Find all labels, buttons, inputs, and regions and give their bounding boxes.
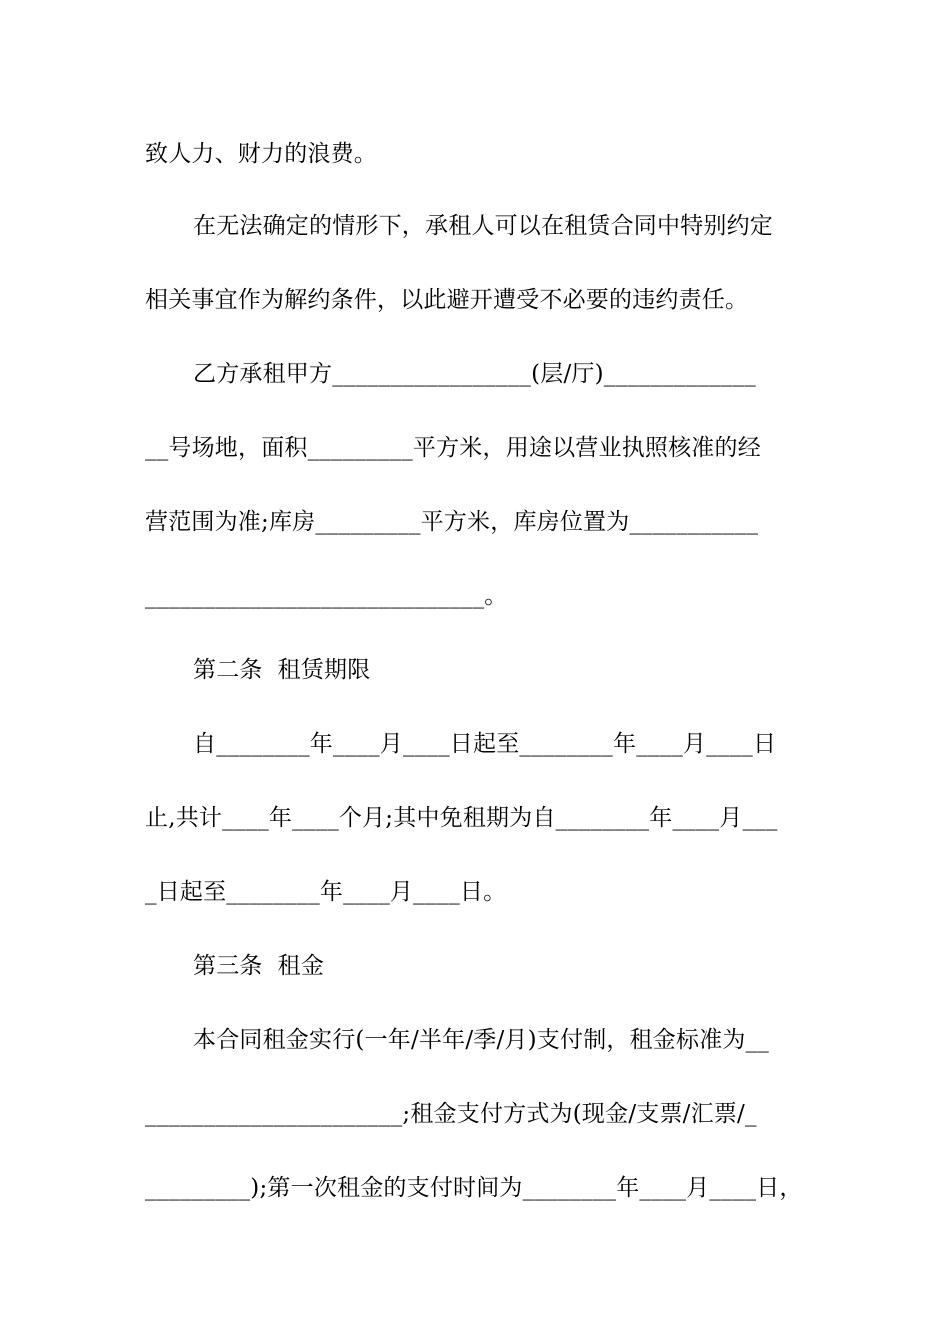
paragraph-line: 营范围为准;库房_________平方米，库房位置为___________ bbox=[145, 509, 759, 535]
paragraph-line: 自________年____月____日起至________年____月____日 bbox=[193, 731, 777, 757]
paragraph-line: __号场地，面积_________平方米，用途以营业执照核准的经 bbox=[145, 435, 761, 461]
paragraph-line: _____________________________。 bbox=[145, 583, 508, 609]
paragraph-line: _________);第一次租金的支付时间为________年____月____日， bbox=[145, 1175, 803, 1201]
paragraph-line: 止,共计____年____个月;其中免租期为自________年____月___ bbox=[145, 805, 778, 831]
paragraph-line: ______________________;租金支付方式为(现金/支票/汇票/_ bbox=[145, 1101, 757, 1127]
paragraph-line: 相关事宜作为解约条件，以此避开遭受不必要的违约责任。 bbox=[145, 287, 749, 313]
paragraph-line: 在无法确定的情形下，承租人可以在租赁合同中特别约定 bbox=[193, 213, 773, 239]
section-heading: 第二条 租赁期限 bbox=[193, 657, 371, 683]
paragraph-line: _日起至________年____月____日。 bbox=[145, 879, 507, 905]
paragraph-line: 乙方承租甲方_________________(层/厅)_____________ bbox=[193, 361, 756, 387]
paragraph-line: 本合同租金实行(一年/半年/季/月)支付制，租金标准为__ bbox=[193, 1027, 769, 1053]
section-heading: 第三条 租金 bbox=[193, 953, 325, 979]
paragraph-line: 致人力、财力的浪费。 bbox=[145, 141, 377, 167]
